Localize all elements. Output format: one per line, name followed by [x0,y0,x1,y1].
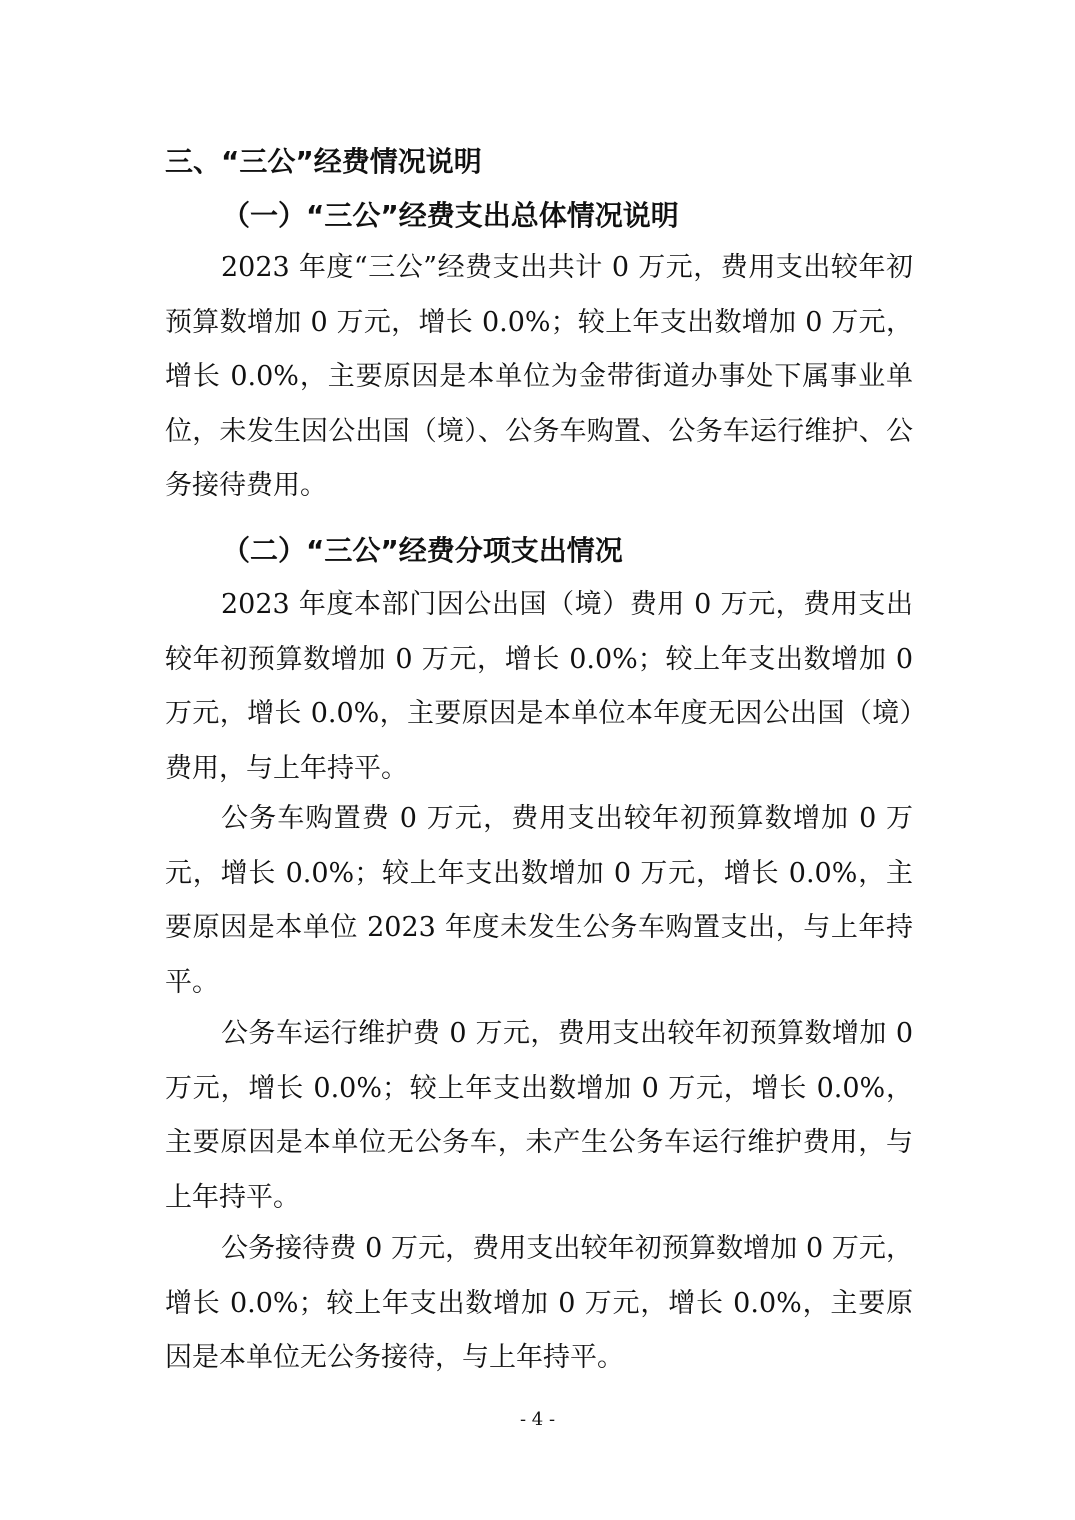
page-number: - 4 - [519,1409,556,1430]
item-label-vehicle-purchase: 公务车购置费 [221,803,391,834]
paragraph-text: 0 万元，费用支出较年初预算数增加 0 万元，增长 0.0%；较上年支出数增加 0 万元，增长 0.0%，主要原因是本单位无公务接待，与上年持平。 [165,1233,914,1373]
section-title: 三、“三公”经费情况说明 [165,145,482,178]
paragraph-overall: 2023 年度“三公”经费支出共计 0 万元，费用支出较年初预算数增加 0 万元，增长 0.0%；较上年支出数增加 0 万元，增长 0.0%，主要原因是本单位为金带街道办事处下属事业单位，未发生因公出国（境）、公务车购置、公务车运行维护、公务接待费用。 [165,252,913,501]
paragraph-official-reception [165,1222,913,1386]
paragraph-text: 0 万元，费用支出较年初预算数增加 0 万元，增长 0.0%；较上年支出数增加 0 万元，增长 0.0%，主要原因是本单位 2023 年度未发生公务车购置支出，与上年持平。 [165,803,914,998]
paragraph-vehicle-purchase [165,792,913,1010]
paragraph-vehicle-operation [165,1007,913,1225]
item-label-vehicle-operation: 公务车运行维护费 [221,1018,441,1049]
item-label-overseas-travel: 因公出国（境）费用 [436,589,686,620]
paragraph-overseas-travel [165,578,913,796]
subsection-title-overall: （一）“三公”经费支出总体情况说明 [222,199,679,232]
subsection-title-itemized: （二）“三公”经费分项支出情况 [222,534,623,567]
item-label-official-reception: 公务接待费 [221,1233,357,1264]
paragraph-lead: 2023 年度本部门 [221,589,437,620]
paragraph-text: 0 万元，费用支出较年初预算数增加 0 万元，增长 0.0%；较上年支出数增加 0 万元，增长 0.0%，主要原因是本单位无公务车，未产生公务车运行维护费用，与上年持平。 [165,1018,914,1213]
paragraph-text: 0 万元，费用支出较年初预算数增加 0 万元，增长 0.0%；较上年支出数增加 0 万元，增长 0.0%，主要原因是本单位本年度无因公出国（境）费用，与上年持平。 [165,589,914,784]
